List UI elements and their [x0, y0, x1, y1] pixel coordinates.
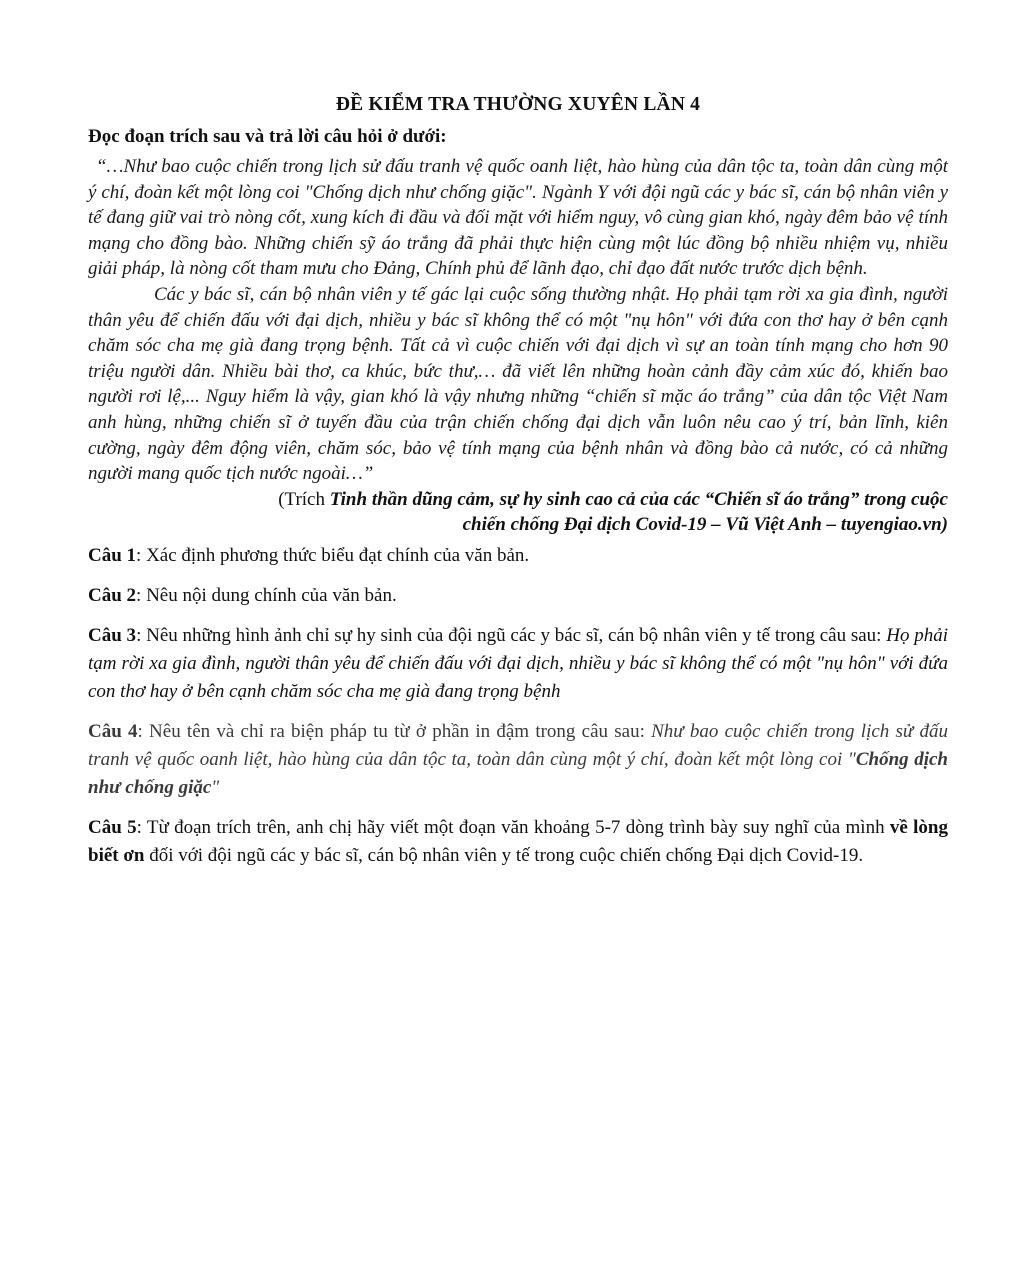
question-4 — [88, 718, 948, 802]
question-text: : Nêu nội dung chính của văn bản. — [136, 584, 397, 606]
question-label: Câu 5 — [88, 816, 137, 838]
question-label: Câu 2 — [88, 584, 137, 606]
question-text: : Từ đoạn trích trên, anh chị hãy viết một đoạn văn khoảng 5-7 dòng trình bày suy nghĩ của mình — [136, 816, 890, 838]
question-bold-phrase: Chống dịch như chống giặc — [88, 748, 949, 798]
question-quote-end: " — [211, 776, 220, 798]
source-title-line-1: Tinh thần dũng cảm, sự hy sinh cao cả của các “Chiến sĩ áo trắng” trong cuộc — [329, 488, 948, 510]
question-label: Câu 3 — [88, 624, 137, 646]
question-label: Câu 4 — [88, 720, 138, 742]
question-quote: Họ phải tạm rời xa gia đình, người thân yêu để chiến đấu với đại dịch, nhiều y bác sĩ không thể có một "nụ hôn" với đứa con thơ hay ở bên cạnh chăm sóc cha mẹ già đang trọng bệnh — [88, 624, 948, 702]
question-quote: Như bao cuộc chiến trong lịch sử đấu tranh vệ quốc oanh liệt, hào hùng của dân tộc ta, toàn dân cùng một ý chí, đoàn kết một lòng coi " — [88, 720, 949, 770]
exam-title: ĐỀ KIỂM TRA THƯỜNG XUYÊN LẦN 4 — [335, 94, 701, 115]
question-5 — [88, 814, 948, 870]
reading-instruction: Đọc đoạn trích sau và trả lời câu hỏi ở dưới: — [88, 126, 447, 147]
excerpt-paragraph-1: “…Như bao cuộc chiến trong lịch sử đấu tranh vệ quốc oanh liệt, hào hùng của dân tộc ta, toàn dân cùng một ý chí, đoàn kết một lòng coi "Chống dịch như chống giặc". Ngành Y với đội ngũ các y bác sĩ, cán bộ nhân viên y tế đang giữ vai trò nòng cốt, xung kích đi đầu và đối mặt với hiểm nguy, vô cùng gian khó, ngày đêm bảo vệ tính mạng cho đồng bào. Những chiến sỹ áo trắng đã phải thực hiện cùng một lúc đồng bộ nhiều nhiệm vụ, nhiều giải pháp, là nòng cốt tham mưu cho Đảng, Chính phủ để lãnh đạo, chỉ đạo đất nước trước dịch bệnh. — [88, 156, 948, 280]
question-text: : Xác định phương thức biểu đạt chính của văn bản. — [136, 544, 530, 566]
excerpt-paragraph-2: Các y bác sĩ, cán bộ nhân viên y tế gác lại cuộc sống thường nhật. Họ phải tạm rời xa gia đình, người thân yêu để chiến đấu với đại dịch, nhiều y bác sĩ không thể có một "nụ hôn" với đứa con thơ hay ở bên cạnh chăm sóc cha mẹ già đang trọng bệnh. Tất cả vì cuộc chiến với đại dịch vì sự an toàn tính mạng cho hơn 90 triệu người dân. Nhiều bài thơ, ca khúc, bức thư,… đã viết lên những hoàn cảnh đầy cảm xúc đó, khiến bao người rơi lệ,... Nguy hiểm là vậy, gian khó là vậy nhưng những “chiến sĩ mặc áo trắng” của dân tộc Việt Nam anh hùng, những chiến sĩ ở tuyến đầu của trận chiến chống đại dịch vẫn luôn nêu cao ý trí, bản lĩnh, kiên cường, ngày đêm động viên, chăm sóc, bảo vệ tính mạng của bệnh nhân và đồng bào cả nước, có cả những người mang quốc tịch nước ngoài…” — [88, 283, 948, 485]
question-text: : Nêu tên và chỉ ra biện pháp tu từ ở phần in đậm trong câu sau: — [137, 720, 652, 742]
question-1 — [88, 542, 948, 570]
question-text-rest: đối với đội ngũ các y bác sĩ, cán bộ nhân viên y tế trong cuộc chiến chống Đại dịch Covid-19. — [144, 844, 864, 866]
question-text: : Nêu những hình ảnh chỉ sự hy sinh của đội ngũ các y bác sĩ, cán bộ nhân viên y tế trong câu sau: — [136, 624, 887, 646]
source-prefix: (Trích — [278, 488, 330, 510]
exam-page — [88, 92, 948, 882]
source-citation — [88, 487, 948, 538]
question-bold-phrase: về lòng biết ơn — [88, 816, 948, 866]
question-label: Câu 1 — [88, 544, 137, 566]
source-title-line-2: chiến chống Đại dịch Covid-19 – Vũ Việt Anh – tuyengiao.vn) — [462, 514, 948, 536]
question-3 — [88, 622, 948, 706]
question-2 — [88, 582, 948, 610]
